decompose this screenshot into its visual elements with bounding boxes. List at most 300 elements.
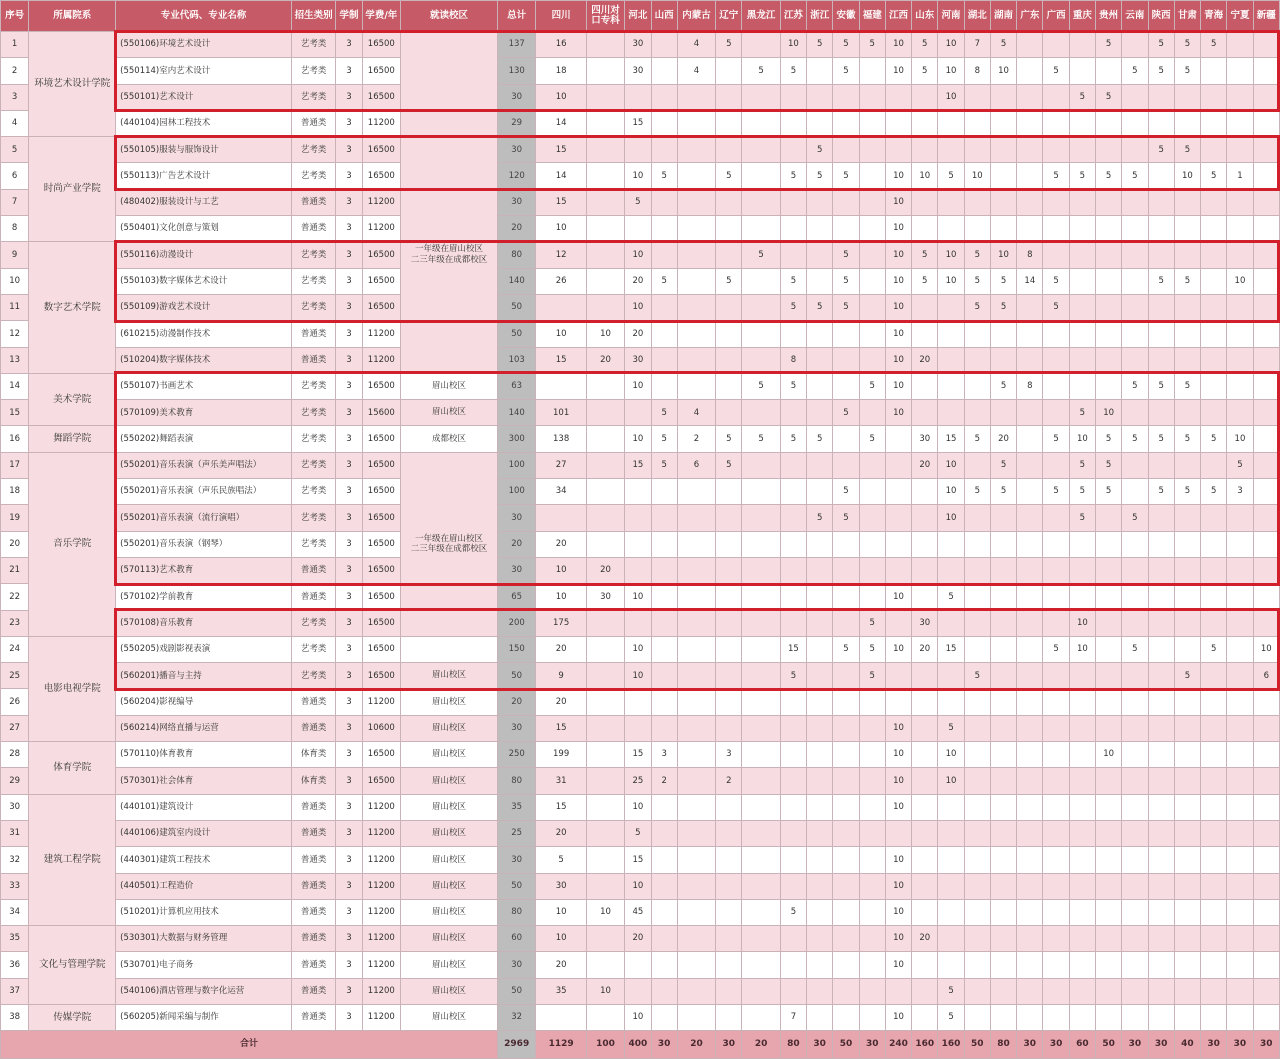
province-quota-cell bbox=[742, 163, 780, 189]
study-years: 3 bbox=[336, 768, 362, 794]
province-quota-cell bbox=[716, 899, 742, 925]
province-quota-cell bbox=[833, 84, 859, 110]
college-cell: 建筑工程学院 bbox=[29, 794, 116, 925]
province-quota-cell bbox=[833, 689, 859, 715]
province-quota-cell bbox=[1227, 610, 1253, 636]
province-quota-cell bbox=[1227, 952, 1253, 978]
province-quota-cell bbox=[859, 873, 885, 899]
admission-type: 普通类 bbox=[291, 978, 335, 1004]
province-quota-cell: 5 bbox=[833, 163, 859, 189]
province-quota-cell bbox=[1201, 216, 1227, 242]
province-quota-cell bbox=[833, 742, 859, 768]
province-quota-cell bbox=[1227, 58, 1253, 84]
header-cell: 贵州 bbox=[1095, 1, 1121, 32]
province-quota-cell bbox=[1069, 531, 1095, 557]
province-quota-cell: 10 bbox=[1069, 610, 1095, 636]
province-quota-cell: 15 bbox=[625, 847, 651, 873]
province-quota-cell bbox=[807, 557, 833, 583]
province-quota-cell bbox=[964, 952, 990, 978]
province-quota-cell bbox=[742, 189, 780, 215]
province-quota-cell: 10 bbox=[885, 373, 911, 399]
row-number: 22 bbox=[1, 584, 29, 610]
province-quota-cell bbox=[1253, 294, 1279, 320]
study-years: 3 bbox=[336, 373, 362, 399]
tuition-fee: 16500 bbox=[362, 242, 400, 268]
province-quota-cell bbox=[1148, 347, 1174, 373]
admission-type: 普通类 bbox=[291, 794, 335, 820]
province-quota-cell bbox=[964, 794, 990, 820]
province-quota-cell: 5 bbox=[1043, 163, 1069, 189]
province-quota-cell bbox=[1201, 873, 1227, 899]
province-quota-cell bbox=[859, 978, 885, 1004]
province-quota-cell bbox=[990, 557, 1016, 583]
province-quota-cell: 10 bbox=[964, 163, 990, 189]
province-quota-cell bbox=[742, 742, 780, 768]
province-quota-cell: 5 bbox=[964, 242, 990, 268]
province-quota-cell bbox=[1122, 137, 1148, 163]
province-quota-cell bbox=[1253, 84, 1279, 110]
province-quota-cell bbox=[742, 321, 780, 347]
province-quota-cell bbox=[990, 899, 1016, 925]
major-name: (530701)电子商务 bbox=[116, 952, 292, 978]
province-quota-cell bbox=[677, 347, 715, 373]
province-quota-cell: 10 bbox=[625, 373, 651, 399]
table-row bbox=[1, 189, 1280, 215]
major-name: (550201)音乐表演（声乐民族唱法） bbox=[116, 479, 292, 505]
province-quota-cell bbox=[885, 689, 911, 715]
province-quota-cell bbox=[990, 794, 1016, 820]
study-years: 3 bbox=[336, 531, 362, 557]
province-quota-cell bbox=[1253, 584, 1279, 610]
province-quota-cell bbox=[1148, 189, 1174, 215]
province-quota-cell: 5 bbox=[1148, 137, 1174, 163]
province-quota-cell bbox=[1253, 505, 1279, 531]
header-cell: 山西 bbox=[651, 1, 677, 32]
header-cell: 所属院系 bbox=[29, 1, 116, 32]
campus-cell: 眉山校区 bbox=[401, 926, 498, 952]
province-quota-cell bbox=[964, 873, 990, 899]
province-quota-cell bbox=[990, 321, 1016, 347]
province-quota-cell bbox=[1253, 873, 1279, 899]
campus-cell: 眉山校区 bbox=[401, 1004, 498, 1030]
province-quota-cell bbox=[859, 505, 885, 531]
province-quota-cell bbox=[1227, 768, 1253, 794]
province-quota-cell: 20 bbox=[912, 636, 938, 662]
province-quota-cell bbox=[742, 663, 780, 689]
province-quota-cell bbox=[586, 505, 624, 531]
table-row bbox=[1, 689, 1280, 715]
province-quota-cell bbox=[625, 505, 651, 531]
tuition-fee: 16500 bbox=[362, 268, 400, 294]
province-quota-cell bbox=[1253, 216, 1279, 242]
province-quota-cell bbox=[807, 768, 833, 794]
province-quota-cell: 5 bbox=[1174, 373, 1200, 399]
row-number: 18 bbox=[1, 479, 29, 505]
province-quota-cell bbox=[1017, 294, 1043, 320]
province-quota-cell bbox=[1069, 242, 1095, 268]
campus-cell bbox=[401, 32, 498, 137]
province-quota-cell bbox=[1227, 715, 1253, 741]
admission-type: 普通类 bbox=[291, 952, 335, 978]
province-quota-cell bbox=[1017, 216, 1043, 242]
row-number: 33 bbox=[1, 873, 29, 899]
row-number: 23 bbox=[1, 610, 29, 636]
province-quota-cell bbox=[586, 294, 624, 320]
admission-type: 普通类 bbox=[291, 110, 335, 136]
province-quota-cell bbox=[1043, 531, 1069, 557]
total-cell: 20 bbox=[498, 689, 536, 715]
province-quota-cell bbox=[677, 742, 715, 768]
province-quota-cell bbox=[859, 189, 885, 215]
province-quota-cell bbox=[1227, 557, 1253, 583]
row-number: 25 bbox=[1, 663, 29, 689]
sum-province-cell: 30 bbox=[1253, 1031, 1279, 1059]
province-quota-cell bbox=[742, 715, 780, 741]
province-quota-cell bbox=[807, 216, 833, 242]
province-quota-cell bbox=[859, 163, 885, 189]
province-quota-cell: 15 bbox=[536, 189, 587, 215]
province-quota-cell bbox=[1122, 84, 1148, 110]
province-quota-cell bbox=[1201, 952, 1227, 978]
table-row bbox=[1, 452, 1280, 478]
major-name: (550113)广告艺术设计 bbox=[116, 163, 292, 189]
province-quota-cell: 10 bbox=[885, 268, 911, 294]
province-quota-cell bbox=[1227, 742, 1253, 768]
province-quota-cell bbox=[1201, 400, 1227, 426]
province-quota-cell bbox=[1122, 1004, 1148, 1030]
province-quota-cell bbox=[651, 689, 677, 715]
total-cell: 30 bbox=[498, 505, 536, 531]
province-quota-cell bbox=[716, 926, 742, 952]
header-cell: 青海 bbox=[1201, 1, 1227, 32]
tuition-fee: 16500 bbox=[362, 479, 400, 505]
province-quota-cell bbox=[677, 899, 715, 925]
province-quota-cell bbox=[1174, 742, 1200, 768]
province-quota-cell bbox=[833, 873, 859, 899]
province-quota-cell bbox=[1095, 137, 1121, 163]
province-quota-cell bbox=[625, 216, 651, 242]
province-quota-cell bbox=[780, 452, 806, 478]
row-number: 37 bbox=[1, 978, 29, 1004]
header-row bbox=[1, 1, 1280, 32]
province-quota-cell: 3 bbox=[716, 742, 742, 768]
header-cell: 就读校区 bbox=[401, 1, 498, 32]
province-quota-cell bbox=[1122, 268, 1148, 294]
province-quota-cell bbox=[964, 689, 990, 715]
province-quota-cell bbox=[1148, 978, 1174, 1004]
tuition-fee: 11200 bbox=[362, 689, 400, 715]
province-quota-cell bbox=[938, 820, 964, 846]
province-quota-cell: 30 bbox=[536, 873, 587, 899]
tuition-fee: 16500 bbox=[362, 610, 400, 636]
province-quota-cell bbox=[1043, 137, 1069, 163]
study-years: 3 bbox=[336, 163, 362, 189]
admission-type: 普通类 bbox=[291, 584, 335, 610]
province-quota-cell bbox=[1043, 663, 1069, 689]
province-quota-cell: 5 bbox=[938, 978, 964, 1004]
sum-province-cell: 30 bbox=[1043, 1031, 1069, 1059]
province-quota-cell bbox=[586, 268, 624, 294]
province-quota-cell: 10 bbox=[885, 715, 911, 741]
province-quota-cell: 5 bbox=[1069, 505, 1095, 531]
province-quota-cell bbox=[625, 610, 651, 636]
province-quota-cell bbox=[1095, 268, 1121, 294]
province-quota-cell bbox=[964, 347, 990, 373]
province-quota-cell bbox=[1253, 531, 1279, 557]
header-cell: 序号 bbox=[1, 1, 29, 32]
province-quota-cell: 5 bbox=[742, 426, 780, 452]
province-quota-cell bbox=[912, 189, 938, 215]
province-quota-cell bbox=[716, 952, 742, 978]
province-quota-cell bbox=[1043, 952, 1069, 978]
province-quota-cell bbox=[1148, 242, 1174, 268]
province-quota-cell bbox=[716, 636, 742, 662]
province-quota-cell bbox=[651, 636, 677, 662]
province-quota-cell bbox=[885, 820, 911, 846]
tuition-fee: 11200 bbox=[362, 794, 400, 820]
table-row bbox=[1, 479, 1280, 505]
province-quota-cell bbox=[586, 84, 624, 110]
province-quota-cell bbox=[964, 978, 990, 1004]
province-quota-cell: 5 bbox=[859, 32, 885, 58]
province-quota-cell bbox=[938, 373, 964, 399]
province-quota-cell bbox=[1043, 847, 1069, 873]
province-quota-cell bbox=[677, 110, 715, 136]
college-cell: 传媒学院 bbox=[29, 1004, 116, 1030]
province-quota-cell bbox=[859, 452, 885, 478]
province-quota-cell bbox=[912, 84, 938, 110]
province-quota-cell bbox=[859, 742, 885, 768]
province-quota-cell bbox=[1148, 505, 1174, 531]
admission-type: 普通类 bbox=[291, 321, 335, 347]
total-cell: 30 bbox=[498, 847, 536, 873]
major-name: (440501)工程造价 bbox=[116, 873, 292, 899]
row-number: 7 bbox=[1, 189, 29, 215]
province-quota-cell bbox=[859, 216, 885, 242]
province-quota-cell: 20 bbox=[912, 347, 938, 373]
province-quota-cell bbox=[1017, 742, 1043, 768]
admission-type: 普通类 bbox=[291, 847, 335, 873]
tuition-fee: 11200 bbox=[362, 820, 400, 846]
province-quota-cell: 5 bbox=[912, 268, 938, 294]
province-quota-cell bbox=[1043, 768, 1069, 794]
province-quota-cell bbox=[1122, 926, 1148, 952]
province-quota-cell: 5 bbox=[1122, 373, 1148, 399]
province-quota-cell bbox=[651, 820, 677, 846]
province-quota-cell: 5 bbox=[1148, 268, 1174, 294]
province-quota-cell bbox=[912, 531, 938, 557]
province-quota-cell bbox=[859, 926, 885, 952]
province-quota-cell: 10 bbox=[1095, 400, 1121, 426]
province-quota-cell bbox=[586, 636, 624, 662]
table-row bbox=[1, 216, 1280, 242]
province-quota-cell: 101 bbox=[536, 400, 587, 426]
province-quota-cell bbox=[677, 820, 715, 846]
province-quota-cell: 16 bbox=[536, 32, 587, 58]
sum-province-cell: 1129 bbox=[536, 1031, 587, 1059]
province-quota-cell bbox=[677, 794, 715, 820]
province-quota-cell bbox=[1122, 715, 1148, 741]
province-quota-cell: 10 bbox=[990, 58, 1016, 84]
province-quota-cell bbox=[1253, 452, 1279, 478]
province-quota-cell bbox=[742, 400, 780, 426]
sum-province-cell: 160 bbox=[938, 1031, 964, 1059]
province-quota-cell bbox=[912, 400, 938, 426]
province-quota-cell bbox=[1095, 978, 1121, 1004]
header-cell: 浙江 bbox=[807, 1, 833, 32]
sum-province-cell: 20 bbox=[677, 1031, 715, 1059]
province-quota-cell bbox=[780, 557, 806, 583]
province-quota-cell bbox=[780, 400, 806, 426]
province-quota-cell: 10 bbox=[885, 899, 911, 925]
tuition-fee: 16500 bbox=[362, 84, 400, 110]
province-quota-cell bbox=[1017, 531, 1043, 557]
province-quota-cell bbox=[1174, 189, 1200, 215]
province-quota-cell bbox=[807, 268, 833, 294]
province-quota-cell: 5 bbox=[716, 163, 742, 189]
header-cell: 黑龙江 bbox=[742, 1, 780, 32]
province-quota-cell bbox=[1043, 189, 1069, 215]
province-quota-cell bbox=[938, 189, 964, 215]
province-quota-cell: 10 bbox=[885, 794, 911, 820]
campus-cell: 眉山校区 bbox=[401, 978, 498, 1004]
province-quota-cell bbox=[833, 715, 859, 741]
province-quota-cell bbox=[1069, 847, 1095, 873]
campus-cell: 眉山校区 bbox=[401, 873, 498, 899]
province-quota-cell bbox=[833, 321, 859, 347]
province-quota-cell bbox=[651, 189, 677, 215]
sum-total: 2969 bbox=[498, 1031, 536, 1059]
province-quota-cell: 5 bbox=[1148, 426, 1174, 452]
province-quota-cell bbox=[586, 452, 624, 478]
province-quota-cell: 5 bbox=[625, 189, 651, 215]
total-cell: 50 bbox=[498, 663, 536, 689]
province-quota-cell bbox=[780, 689, 806, 715]
province-quota-cell bbox=[1148, 163, 1174, 189]
province-quota-cell bbox=[651, 978, 677, 1004]
province-quota-cell: 7 bbox=[964, 32, 990, 58]
province-quota-cell bbox=[1069, 189, 1095, 215]
province-quota-cell bbox=[1122, 452, 1148, 478]
province-quota-cell bbox=[651, 137, 677, 163]
province-quota-cell bbox=[833, 557, 859, 583]
header-cell: 内蒙古 bbox=[677, 1, 715, 32]
province-quota-cell: 5 bbox=[1122, 636, 1148, 662]
province-quota-cell bbox=[625, 400, 651, 426]
province-quota-cell bbox=[1253, 110, 1279, 136]
row-number: 13 bbox=[1, 347, 29, 373]
province-quota-cell bbox=[651, 242, 677, 268]
province-quota-cell bbox=[1201, 557, 1227, 583]
total-cell: 200 bbox=[498, 610, 536, 636]
major-name: (550105)服装与服饰设计 bbox=[116, 137, 292, 163]
total-cell: 100 bbox=[498, 479, 536, 505]
province-quota-cell bbox=[586, 873, 624, 899]
total-cell: 32 bbox=[498, 1004, 536, 1030]
header-cell: 山东 bbox=[912, 1, 938, 32]
province-quota-cell bbox=[1095, 689, 1121, 715]
province-quota-cell: 10 bbox=[885, 242, 911, 268]
province-quota-cell bbox=[1017, 873, 1043, 899]
province-quota-cell: 8 bbox=[964, 58, 990, 84]
province-quota-cell: 5 bbox=[1095, 32, 1121, 58]
province-quota-cell bbox=[885, 557, 911, 583]
province-quota-cell bbox=[1174, 557, 1200, 583]
province-quota-cell bbox=[1227, 373, 1253, 399]
province-quota-cell bbox=[1043, 689, 1069, 715]
tuition-fee: 15600 bbox=[362, 400, 400, 426]
province-quota-cell bbox=[1201, 689, 1227, 715]
province-quota-cell: 5 bbox=[742, 58, 780, 84]
province-quota-cell bbox=[677, 926, 715, 952]
province-quota-cell bbox=[1069, 820, 1095, 846]
province-quota-cell: 2 bbox=[677, 426, 715, 452]
province-quota-cell bbox=[586, 479, 624, 505]
province-quota-cell: 20 bbox=[625, 926, 651, 952]
major-name: (480402)服装设计与工艺 bbox=[116, 189, 292, 215]
province-quota-cell bbox=[1043, 1004, 1069, 1030]
table-row bbox=[1, 952, 1280, 978]
province-quota-cell bbox=[807, 584, 833, 610]
province-quota-cell bbox=[1201, 584, 1227, 610]
province-quota-cell bbox=[1069, 58, 1095, 84]
total-cell: 30 bbox=[498, 715, 536, 741]
province-quota-cell bbox=[807, 952, 833, 978]
province-quota-cell bbox=[833, 847, 859, 873]
province-quota-cell bbox=[716, 400, 742, 426]
header-cell: 学费/年 bbox=[362, 1, 400, 32]
province-quota-cell: 5 bbox=[1174, 426, 1200, 452]
province-quota-cell bbox=[742, 505, 780, 531]
province-quota-cell: 5 bbox=[716, 268, 742, 294]
province-quota-cell bbox=[1227, 505, 1253, 531]
province-quota-cell bbox=[859, 268, 885, 294]
province-quota-cell bbox=[780, 847, 806, 873]
province-quota-cell bbox=[1122, 794, 1148, 820]
province-quota-cell bbox=[1148, 742, 1174, 768]
college-cell: 电影电视学院 bbox=[29, 636, 116, 741]
province-quota-cell bbox=[1017, 426, 1043, 452]
province-quota-cell bbox=[938, 557, 964, 583]
province-quota-cell bbox=[833, 610, 859, 636]
province-quota-cell bbox=[964, 768, 990, 794]
major-name: (570108)音乐教育 bbox=[116, 610, 292, 636]
province-quota-cell bbox=[742, 873, 780, 899]
tuition-fee: 11200 bbox=[362, 926, 400, 952]
tuition-fee: 16500 bbox=[362, 663, 400, 689]
province-quota-cell bbox=[536, 373, 587, 399]
table-row bbox=[1, 610, 1280, 636]
header-cell: 江苏 bbox=[780, 1, 806, 32]
province-quota-cell bbox=[1148, 899, 1174, 925]
province-quota-cell bbox=[807, 715, 833, 741]
province-quota-cell: 5 bbox=[807, 32, 833, 58]
province-quota-cell bbox=[885, 479, 911, 505]
major-name: (570113)艺术教育 bbox=[116, 557, 292, 583]
campus-cell: 眉山校区 bbox=[401, 715, 498, 741]
province-quota-cell bbox=[912, 110, 938, 136]
province-quota-cell bbox=[833, 584, 859, 610]
province-quota-cell bbox=[586, 794, 624, 820]
province-quota-cell bbox=[677, 268, 715, 294]
province-quota-cell bbox=[1253, 58, 1279, 84]
study-years: 3 bbox=[336, 794, 362, 820]
province-quota-cell bbox=[586, 110, 624, 136]
province-quota-cell bbox=[1095, 873, 1121, 899]
province-quota-cell bbox=[1043, 242, 1069, 268]
province-quota-cell bbox=[1253, 899, 1279, 925]
province-quota-cell: 5 bbox=[780, 294, 806, 320]
